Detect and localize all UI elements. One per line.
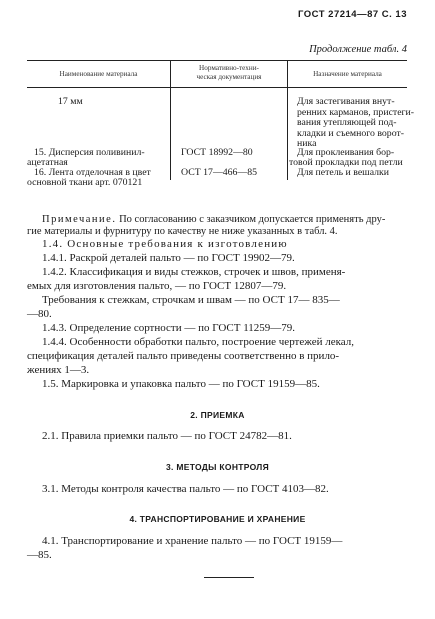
end-divider <box>204 577 254 578</box>
section-title: 2. ПРИЕМКА <box>190 410 245 420</box>
note-text: По согласованию с заказчиком допускается применять дру- <box>119 214 386 225</box>
material-purpose: товой прокладки под петли <box>289 157 403 168</box>
section-title: 4. ТРАНСПОРТИРОВАНИЕ И ХРАНЕНИЕ <box>129 514 306 524</box>
material-purpose: Для петель и вешалки <box>297 167 390 178</box>
page-header: ГОСТ 27214—87 С. 13 <box>297 9 407 20</box>
paragraph-1-4-4: жениях 1—3. <box>27 364 90 376</box>
paragraph-1-5: 1.5. Маркировка и упаковка пальто — по ГОСТ 19159—85. <box>42 378 320 390</box>
material-doc: ГОСТ 18992—80 <box>181 147 253 158</box>
section-title: 3. МЕТОДЫ КОНТРОЛЯ <box>166 462 269 472</box>
table-continuation-label: Продолжение табл. 4 <box>309 44 407 55</box>
section-paragraph: 4.1. Транспортирование и хранение пальто — по ГОСТ 19159— <box>42 535 343 547</box>
material-name: основной ткани арт. 070121 <box>27 177 143 188</box>
material-purpose: Для застегивания внут- <box>297 96 395 107</box>
column-header-doc: ческая документация <box>196 73 262 81</box>
column-header-name: Наименование материала <box>59 70 138 78</box>
column-header-doc: Нормативно-техни- <box>199 64 259 72</box>
material-purpose: ренних карманов, пристеги- <box>297 106 415 118</box>
paragraph-1-4-2: 1.4.2. Классификация и виды стежков, строчек и швов, применя- <box>42 266 346 278</box>
material-name: 15. Дисперсия поливинил- <box>34 147 145 158</box>
material-purpose: ника <box>297 138 317 149</box>
table-header-rule <box>27 87 407 88</box>
material-purpose: Для проклеивания бор- <box>297 147 395 158</box>
material-purpose: вания утепляющей под- <box>297 117 397 128</box>
material-name: 16. Лента отделочная в цвет <box>34 167 151 178</box>
material-purpose: кладки и съемного ворот- <box>297 127 405 139</box>
note-line <box>42 214 385 226</box>
paragraph-1-4-4: спецификация деталей пальто приведены соответственно в прило- <box>27 350 340 362</box>
paragraph-requirements: Требования к стежкам, строчкам и швам — по ОСТ 17— 835— <box>42 294 340 306</box>
note-label: Примечание. <box>42 214 117 225</box>
paragraph-1-4-1: 1.4.1. Раскрой деталей пальто — по ГОСТ 19902—79. <box>42 252 295 264</box>
section-paragraph: 3.1. Методы контроля качества пальто — по ГОСТ 4103—82. <box>42 483 329 495</box>
section-paragraph: 2.1. Правила приемки пальто — по ГОСТ 24782—81. <box>42 430 292 442</box>
paragraph-1-4-2: емых для изготовления пальто, — по ГОСТ 12807—79. <box>27 280 287 292</box>
paragraph-requirements: —80. <box>27 308 52 320</box>
section-paragraph: —85. <box>27 549 52 561</box>
paragraph-1-4-3: 1.4.3. Определение сортности — по ГОСТ 11259—79. <box>42 322 296 334</box>
paragraph-1-4: 1.4. Основные требования к изготовлению <box>42 238 288 250</box>
note-line: гие материалы и фурнитуру по качеству не ниже указанных в табл. 4. <box>27 226 338 237</box>
material-name: ацетатная <box>27 157 68 168</box>
table-top-rule <box>27 60 407 61</box>
material-doc: ОСТ 17—466—85 <box>181 167 258 178</box>
column-header-purpose: Назначение материала <box>313 70 382 78</box>
paragraph-1-4-4: 1.4.4. Особенности обработки пальто, построение чертежей лекал, <box>42 336 354 348</box>
material-name: 17 мм <box>58 96 83 107</box>
